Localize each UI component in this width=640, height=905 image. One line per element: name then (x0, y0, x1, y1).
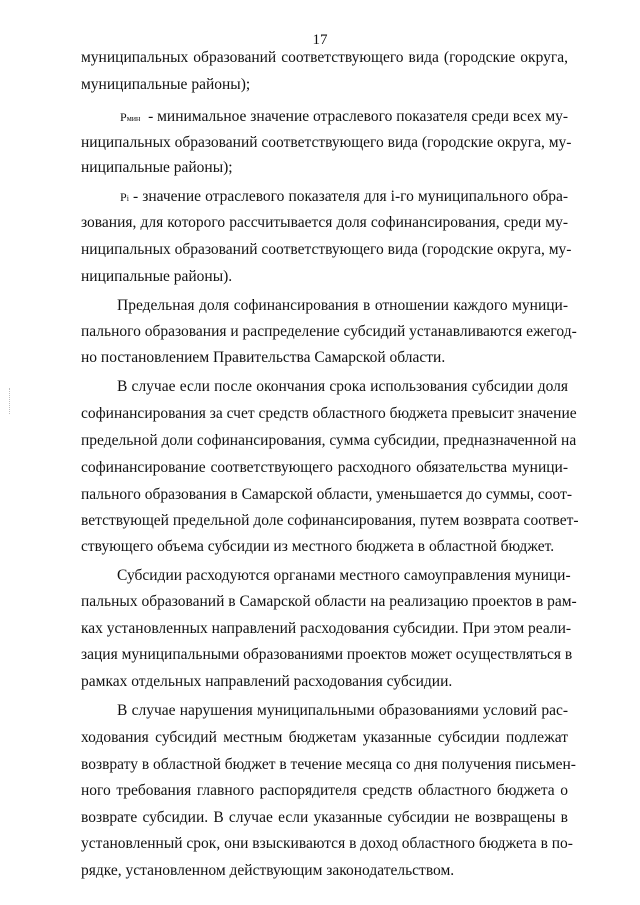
text-line: ветствующей предельной доле софинансирования, путем возврата соответ- (81, 512, 579, 529)
text-line: пальных образований в Самарской области на реализацию проектов в рам- (81, 593, 577, 610)
text-line: ниципальные районы). (81, 268, 233, 285)
text-line: возврате субсидии. В случае если указанные субсидии не возвращены в (81, 809, 568, 826)
text-line: ствующего объема субсидии из местного бюджета в областной бюджет. (81, 538, 555, 555)
text-line: ного требования главного распорядителя средств областного бюджета о (81, 782, 568, 799)
text-line: рядке, установленном действующим законодательством. (81, 862, 455, 879)
text-line: установленный срок, они взыскиваются в доход областного бюджета в по- (81, 835, 573, 852)
paragraph-first-line: Предельная доля софинансирования в отношении каждого муници- (117, 297, 568, 314)
text-line: муниципальных образований соответствующего вида (городские округа, (81, 49, 568, 66)
text-line: но постановлением Правительства Самарской области. (81, 349, 446, 366)
text-line: ках установленных направлений расходования субсидии. При этом реали- (81, 620, 572, 637)
text-line: ходования субсидий местным бюджетам указанные субсидии подлежат (81, 729, 568, 746)
paragraph-first-line: В случае нарушения муниципальными образованиями условий рас- (117, 702, 568, 719)
text-line: муниципальные районы); (81, 76, 251, 93)
symbol-p-i: Pi (120, 190, 129, 204)
paragraph-first-line: Субсидии расходуются органами местного самоуправления муници- (117, 567, 571, 584)
text-line: ниципальных образований соответствующего вида (городские округа, му- (81, 134, 572, 151)
text-line: ниципальные районы); (81, 159, 233, 176)
text-line: рамках отдельных направлений расходования субсидии. (81, 673, 453, 690)
formula-definition-line: Pi - значение отраслевого показателя для i-го муниципального обра- (120, 188, 568, 205)
text-line: зования, для которого рассчитывается доля софинансирования, среди му- (81, 214, 568, 231)
text-line: пального образования в Самарской области, уменьшается до суммы, соот- (81, 486, 573, 503)
paragraph-first-line: В случае если после окончания срока использования субсидии доля (117, 378, 568, 395)
text-line: возврату в областной бюджет в течение месяца со дня получения письмен- (81, 756, 576, 773)
page-number: 17 (312, 32, 328, 48)
text-line: ниципальных образований соответствующего вида (городские округа, му- (81, 241, 572, 258)
text-line: пального образования и распределение субсидий устанавливаются ежегод- (81, 323, 577, 340)
formula-definition-line: Pмин - минимальное значение отраслевого показателя среди всех му- (120, 108, 569, 125)
text-line: софинансирование соответствующего расходного обязательства муници- (81, 459, 568, 476)
text-line: зация муниципальными образованиями проектов может осуществляться в (81, 646, 573, 663)
symbol-p-min: Pмин (120, 110, 141, 124)
text-line: софинансирования за счет средств областного бюджета превысит значение (81, 405, 577, 422)
text-line: предельной доли софинансирования, сумма субсидии, предназначенной на (81, 432, 577, 449)
margin-mark (9, 388, 12, 414)
